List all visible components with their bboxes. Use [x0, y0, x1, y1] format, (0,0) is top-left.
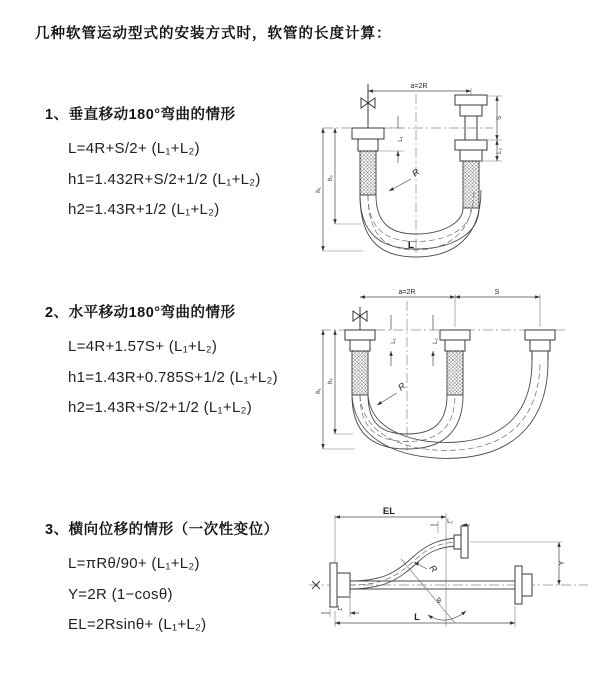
radius-leader [377, 393, 397, 405]
radius-leader [389, 179, 411, 191]
extension-line [323, 434, 355, 449]
left-hose-fitting [352, 128, 384, 195]
extension-line [455, 294, 540, 327]
section-vertical-movement [45, 103, 335, 226]
dim-label-h2: h₂ [328, 175, 334, 181]
section-lateral-displacement [45, 518, 335, 641]
displaced-flange [454, 526, 468, 558]
dim-label-l1: L₁ [391, 338, 397, 344]
formula-line: Y=2R (1−cosθ) [68, 585, 173, 603]
dim-label-l1: L₁ [398, 136, 404, 142]
dim-label-s: S [497, 115, 503, 121]
radius-label: R [410, 166, 422, 179]
right-hose-fitting [455, 95, 487, 208]
angle-arc [428, 611, 466, 620]
angle-label: θ [437, 598, 441, 605]
formula-line: h2=1.43R+S/2+1/2 (L₁+L₂) [68, 399, 253, 416]
left-flange [330, 563, 350, 607]
dim-label-h1: h₁ [316, 388, 322, 394]
radius-leader [414, 562, 427, 569]
dim-label-span: a=2R [398, 289, 416, 296]
dim-label-span: a=2R [410, 83, 428, 90]
extension-line [335, 606, 515, 627]
diagram-vertical-180-bend [315, 78, 587, 263]
dim-label-l2: L₂ [447, 519, 453, 525]
section-heading: 1、垂直移动180°弯曲的情形 [45, 107, 236, 123]
formula-line: h1=1.432R+S/2+1/2 (L₁+L₂) [68, 170, 261, 188]
page-title: 几种软管运动型式的安装方式时，软管的长度计算： [35, 26, 392, 42]
diagram-lateral-displacement [303, 505, 595, 657]
formula-line: h1=1.43R+0.785S+1/2 (L₁+L₂) [68, 368, 278, 386]
dim-label-l2: L₂ [497, 148, 503, 154]
dim-label-l2: L₂ [433, 338, 439, 344]
dim-label-s: S [494, 289, 500, 296]
section-horizontal-movement [45, 301, 335, 424]
dim-label-y: Y [559, 560, 566, 566]
formula-line: h2=1.43R+1/2 (L₁+L₂) [68, 201, 220, 218]
dim-label-h2: h₂ [328, 378, 334, 384]
extension-line [323, 224, 363, 251]
radius-label: R [427, 563, 440, 575]
dim-label-h1: h₁ [316, 187, 322, 193]
right-flange [515, 566, 532, 604]
dim-label-length: L [414, 612, 420, 623]
section-heading: 2、水平移动180°弯曲的情形 [45, 305, 236, 321]
dim-label-l1: L₁ [337, 606, 343, 612]
middle-hose-fitting [440, 330, 470, 395]
dim-label-el: EL [382, 506, 396, 517]
radius-label: R [396, 380, 408, 393]
length-label: L [407, 240, 414, 251]
formula-line: L=πRθ/90+ (L₁+L₂) [68, 555, 200, 572]
diagram-horizontal-180-bend [313, 283, 600, 458]
formula-line: L=4R+1.57S+ (L₁+L₂) [68, 338, 218, 355]
right-hose-fitting [525, 330, 555, 361]
formula-line: L=4R+S/2+ (L₁+L₂) [68, 140, 200, 157]
left-hose-fitting [345, 330, 375, 395]
section-heading: 3、横向位移的情形（一次性变位） [45, 522, 279, 538]
formula-line: EL=2Rsinθ+ (L₁+L₂) [68, 616, 207, 633]
